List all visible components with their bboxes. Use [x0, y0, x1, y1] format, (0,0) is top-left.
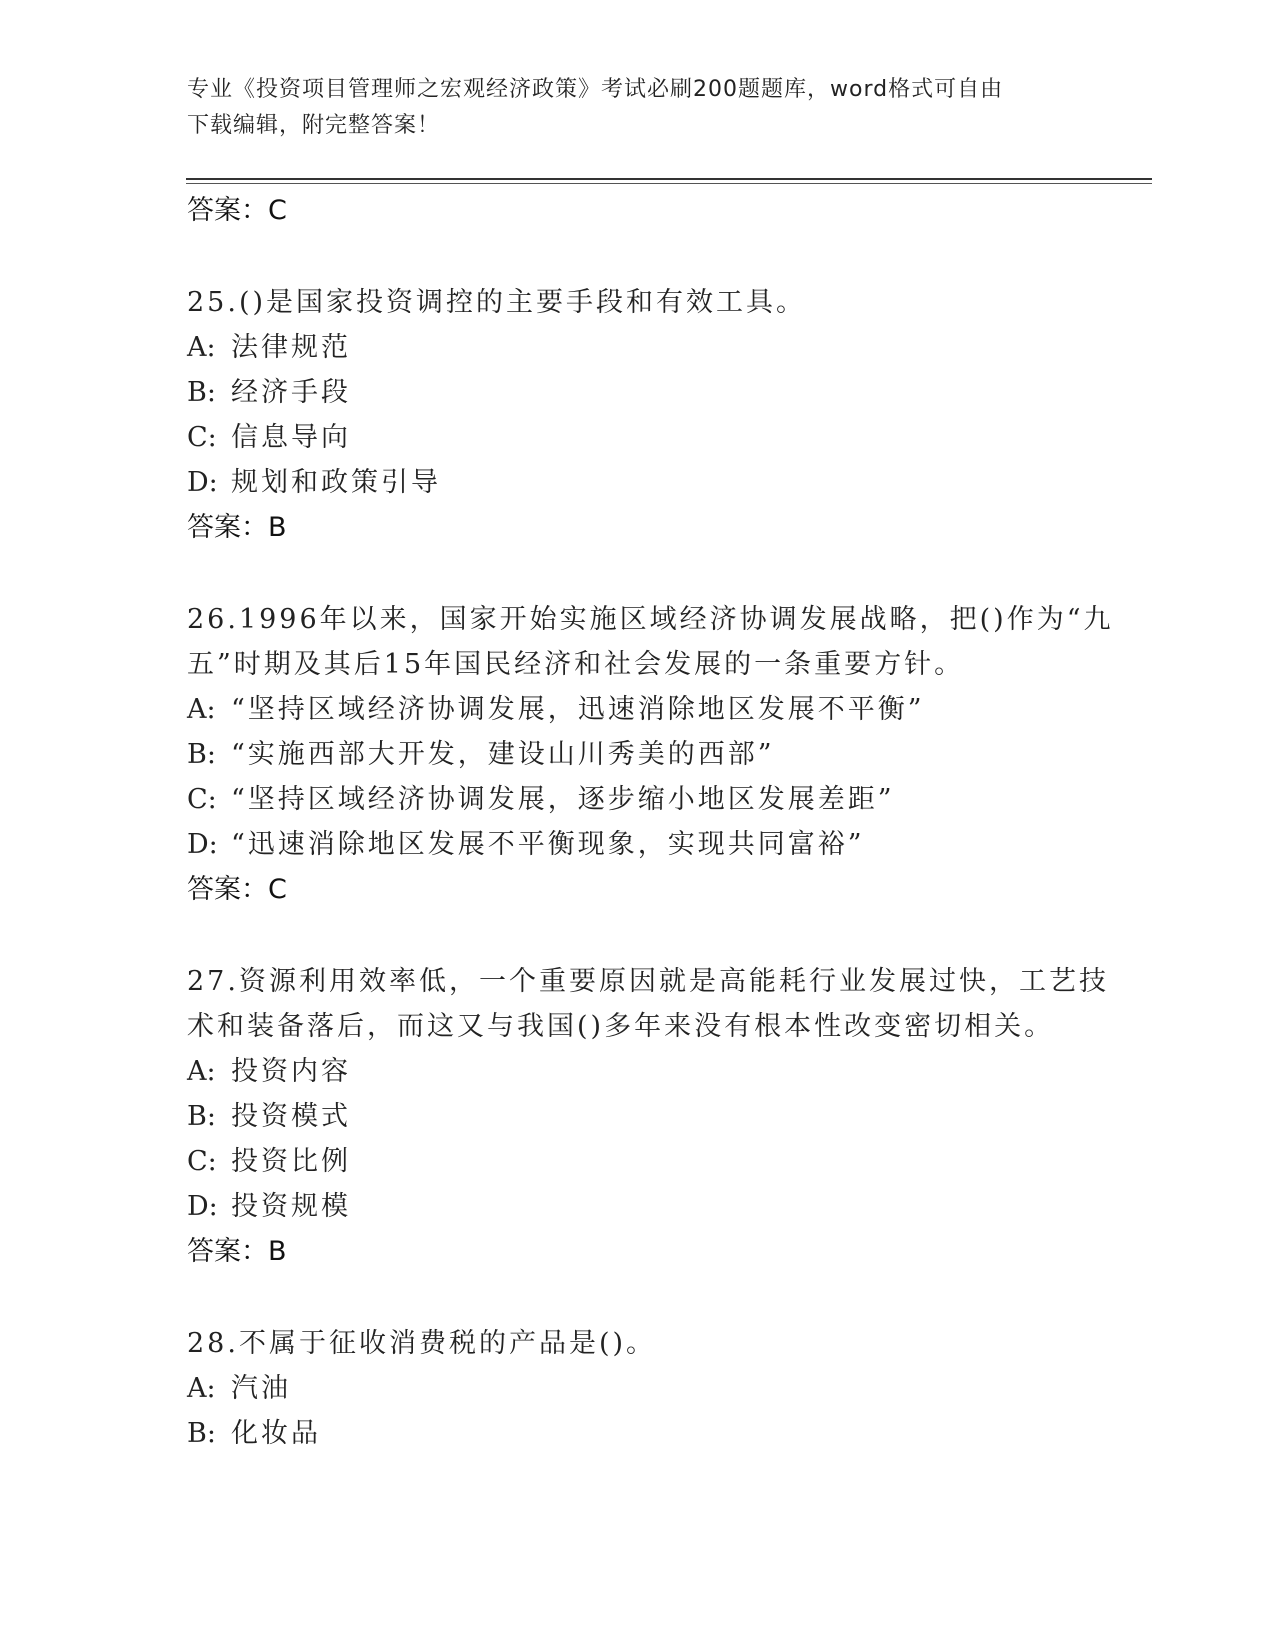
- question-text: [187, 959, 1127, 1049]
- option-text: 投资比例: [231, 1146, 351, 1177]
- option-text: 信息导向: [231, 422, 351, 453]
- option-text: “实施西部大开发，建设山川秀美的西部”: [231, 739, 775, 770]
- question-answer: 答案：C: [187, 874, 287, 905]
- header-rule-thin: [186, 183, 1152, 184]
- spacer: [187, 233, 1127, 280]
- option-letter: B:: [187, 377, 216, 408]
- option-letter: D:: [187, 829, 218, 860]
- question-block: [187, 597, 1127, 912]
- question-line: 术和装备落后，而这又与我国()多年来没有根本性改变密切相关。: [187, 1011, 1055, 1042]
- option-letter: B:: [187, 1101, 216, 1132]
- document-header: [187, 72, 1087, 144]
- option-letter: C:: [187, 1146, 217, 1177]
- option-text: “坚持区域经济协调发展，逐步缩小地区发展差距”: [231, 784, 895, 815]
- option-letter: D:: [187, 1191, 218, 1222]
- option-d: [187, 1184, 1127, 1229]
- option-b: [187, 1094, 1127, 1139]
- option-letter: A:: [187, 1056, 216, 1087]
- option-c: [187, 415, 1127, 460]
- question-answer: 答案：B: [187, 512, 287, 543]
- question-line: 27.资源利用效率低，一个重要原因就是高能耗行业发展过快，工艺技: [187, 966, 1109, 997]
- header-line-2: 下载编辑，附完整答案！: [187, 113, 441, 138]
- question-block: [187, 280, 1127, 550]
- spacer: [187, 912, 1127, 959]
- option-text: “坚持区域经济协调发展，迅速消除地区发展不平衡”: [231, 694, 925, 725]
- option-text: “迅速消除地区发展不平衡现象，实现共同富裕”: [231, 829, 865, 860]
- option-a: [187, 1366, 1127, 1411]
- question-line: 五”时期及其后15年国民经济和社会发展的一条重要方针。: [187, 649, 965, 680]
- option-letter: A:: [187, 332, 216, 363]
- option-letter: C:: [187, 422, 217, 453]
- question-text: [187, 597, 1127, 687]
- option-text: 投资规模: [231, 1191, 351, 1222]
- option-letter: B:: [187, 739, 216, 770]
- option-d: [187, 460, 1127, 505]
- question-text: [187, 280, 1127, 325]
- option-text: 经济手段: [231, 377, 351, 408]
- option-letter: A:: [187, 694, 216, 725]
- question-line: 25.()是国家投资调控的主要手段和有效工具。: [187, 287, 807, 318]
- option-c: [187, 777, 1127, 822]
- option-a: [187, 687, 1127, 732]
- header-rule-thick: [186, 178, 1152, 180]
- option-a: [187, 1049, 1127, 1094]
- option-b: [187, 1411, 1127, 1456]
- option-text: 汽油: [231, 1373, 291, 1404]
- question-block: [187, 959, 1127, 1274]
- question-text: [187, 1321, 1127, 1366]
- option-letter: A:: [187, 1373, 216, 1404]
- option-text: 规划和政策引导: [231, 467, 441, 498]
- previous-answer: 答案：C: [187, 195, 287, 226]
- option-letter: D:: [187, 467, 218, 498]
- option-b: [187, 732, 1127, 777]
- option-b: [187, 370, 1127, 415]
- question-line: 28.不属于征收消费税的产品是()。: [187, 1328, 657, 1359]
- option-text: 投资模式: [231, 1101, 351, 1132]
- question-block: [187, 1321, 1127, 1456]
- question-line: 26.1996年以来，国家开始实施区域经济协调发展战略，把()作为“九: [187, 604, 1114, 635]
- option-a: [187, 325, 1127, 370]
- header-line-1: 专业《投资项目管理师之宏观经济政策》考试必刷200题题库，word格式可自由: [187, 77, 1004, 102]
- spacer: [187, 550, 1127, 597]
- option-text: 投资内容: [231, 1056, 351, 1087]
- spacer: [187, 1274, 1127, 1321]
- option-letter: B:: [187, 1418, 216, 1449]
- question-answer: 答案：B: [187, 1236, 287, 1267]
- option-text: 化妆品: [231, 1418, 321, 1449]
- option-c: [187, 1139, 1127, 1184]
- question-list: [187, 188, 1127, 1456]
- option-text: 法律规范: [231, 332, 351, 363]
- option-d: [187, 822, 1127, 867]
- option-letter: C:: [187, 784, 217, 815]
